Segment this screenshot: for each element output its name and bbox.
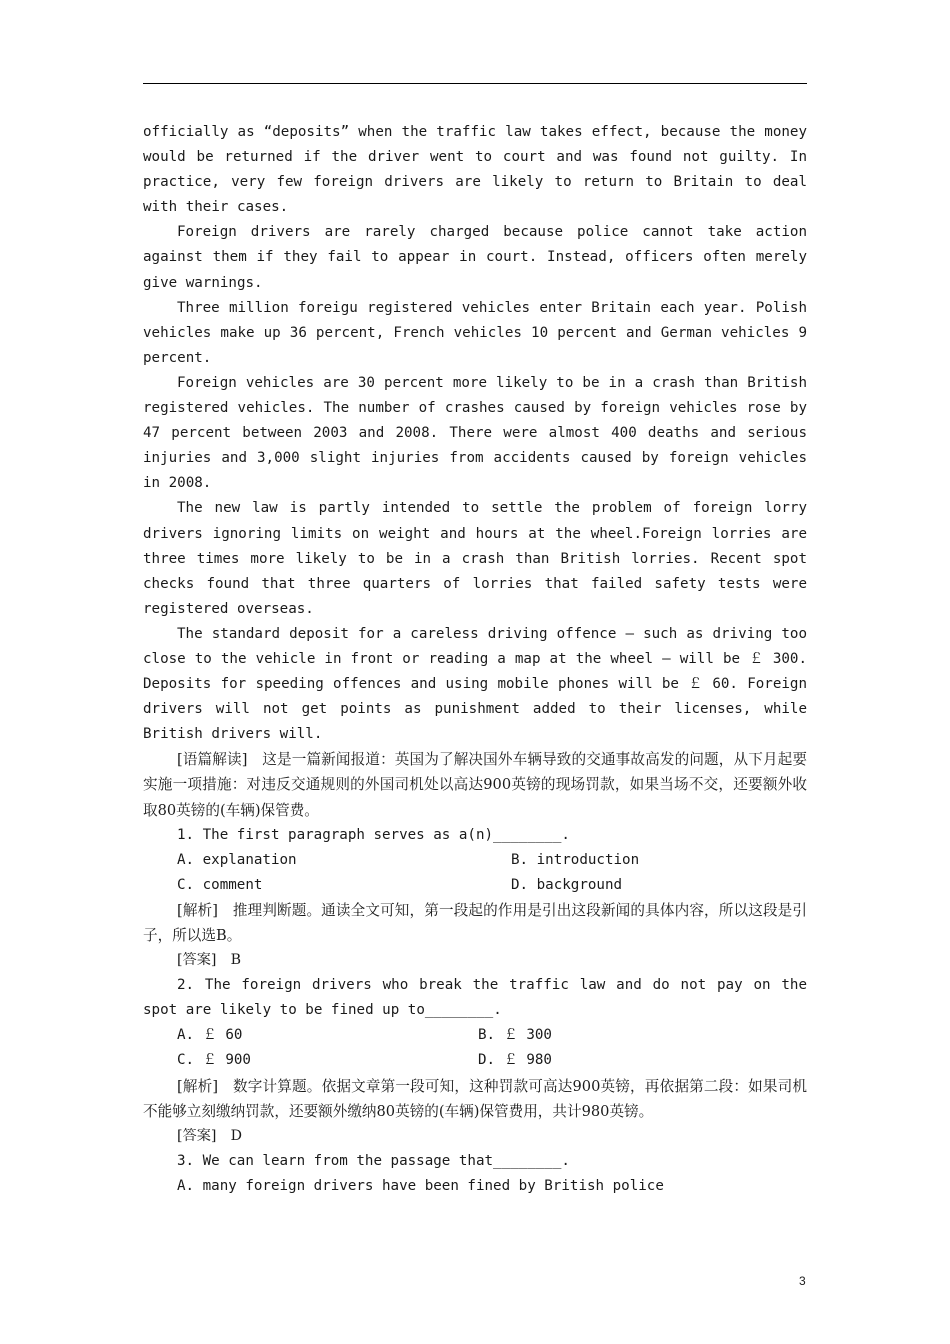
question-3-stem: 3. We can learn from the passage that________. [177,1152,570,1169]
question-1-analysis: [解析] 推理判断题。通读全文可知，第一段起的作用是引出这段新闻的具体内容，所以这段是引子，所以选B。 [143,901,807,944]
question-1-option-c: C. comment [177,876,263,893]
question-1-option-b: B. introduction [511,851,640,868]
question-1-stem: 1. The first paragraph serves as a(n)________. [177,826,570,843]
passage-paragraph-4: Foreign vehicles are 30 percent more likely to be in a crash than British registered vehicles. The number of crashes caused by foreign vehicles rose by 47 percent between 2003 and 2008. There were almost 400 deaths and serious injuries and 3,000 slight injuries from accidents caused by foreign vehicles in 2008. [143,374,807,492]
reading-note: [语篇解读] 这是一篇新闻报道：英国为了解决国外车辆导致的交通事故高发的问题，从下月起要实施一项措施：对违反交通规则的外国司机处以高达900英镑的现场罚款，如果当场不交，还要额外收取80英镑的(车辆)保管费。 [143,751,807,819]
question-2-option-b: B. ￡ 300 [478,1027,552,1044]
question-2-option-a: A. ￡ 60 [177,1027,243,1044]
question-1-options-row-2 [143,873,807,898]
question-1-option-a: A. explanation [177,851,297,868]
passage-paragraph-1: officially as “deposits” when the traffic law takes effect, because the money would be returned if the driver went to court and was found not guilty. In practice, very few foreign drivers are likely to return to Britain to deal with their cases. [143,124,807,216]
question-1-option-d: D. background [511,876,623,893]
question-2-stem: 2. The foreign drivers who break the traffic law and do not pay on the spot are likely to be fined up to________. [143,977,807,1019]
passage-paragraph-3: Three million foreigu registered vehicles enter Britain each year. Polish vehicles make up 36 percent, French vehicles 10 percent and German vehicles 9 percent. [143,299,807,366]
passage-paragraph-2: Foreign drivers are rarely charged because police cannot take action against them if they fail to appear in court. Instead, officers often merely give warnings. [143,224,807,291]
question-3-option-a: A. many foreign drivers have been fined by British police [177,1177,664,1194]
question-1-options-row-1 [143,848,807,873]
passage-paragraph-5: The new law is partly intended to settle the problem of foreign lorry drivers ignoring limits on weight and hours at the wheel.Foreign lorries are three times more likely to be in a crash than British lorries. Recent spot checks found that three quarters of lorries that failed safety tests were registered overseas. [143,500,807,617]
question-2-option-d: D. ￡ 980 [478,1052,552,1069]
document-body [143,120,807,1199]
question-2-options-row-1 [143,1023,807,1048]
page-number: 3 [799,1274,806,1288]
question-2-answer: [答案] D [177,1127,243,1144]
question-2-options-row-2 [143,1048,807,1073]
passage-paragraph-6: The standard deposit for a careless driving offence — such as driving too close to the vehicle in front or reading a map at the wheel — will be ￡ 300. Deposits for speeding offences and using mobile phones will be ￡ 60. Foreign drivers will not get points as punishment added to their licenses, while British drivers will. [143,625,807,743]
question-2-analysis: [解析] 数字计算题。依据文章第一段可知，这种罚款可高达900英镑，再依据第二段：如果司机不能够立刻缴纳罚款，还要额外缴纳80英镑的(车辆)保管费用，共计980英镑。 [143,1077,807,1120]
header-rule [143,83,807,84]
question-1-answer: [答案] B [177,952,242,969]
question-2-option-c: C. ￡ 900 [177,1052,251,1069]
